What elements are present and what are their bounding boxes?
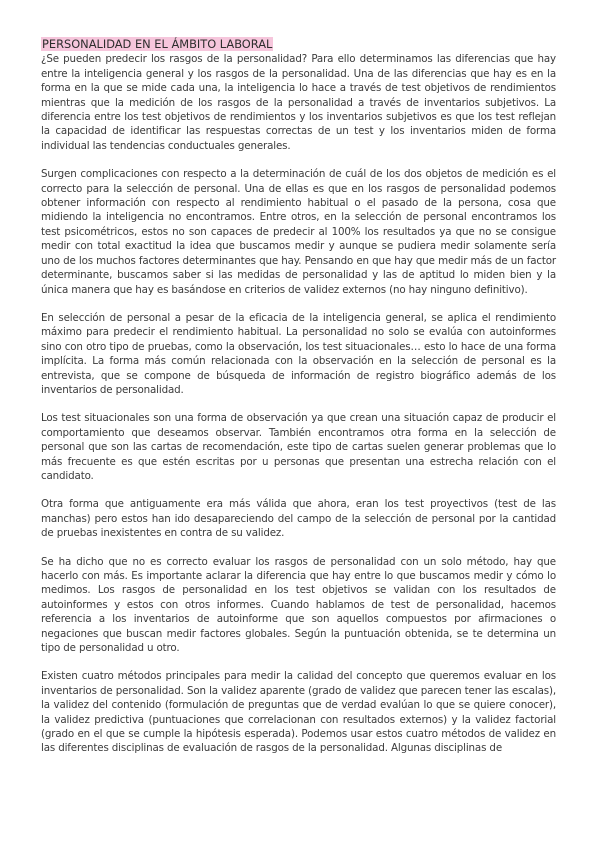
document-page	[41, 37, 556, 770]
paragraph-6: Se ha dicho que no es correcto evaluar los rasgos de personalidad con un solo método, hay que hacerlo con más. Es importante aclarar la diferencia que hay entre lo que buscamos medir y cómo lo medimos. Los rasgos de personalidad en los test objetivos se validan con los resultados de autoinformes y estos con otros informes. Cuando hablamos de test de personalidad, hacemos referencia a los inventarios de autoinforme que son aquellos compuestos por afirmaciones o negaciones que buscan medir factores globales. Según la puntuación obtenida, se te determina un tipo de personalidad u otro.	[41, 555, 556, 655]
paragraph-1: ¿Se pueden predecir los rasgos de la personalidad? Para ello determinamos las diferencias que hay entre la inteligencia general y los rasgos de la personalidad. Una de las diferencias que hay es en la forma en la que se mide cada una, la inteligencia lo hace a través de test objetivos de rendimientos mientras que la medición de los rasgos de la personalidad a través de inventarios subjetivos. La diferencia entre los test objetivos de rendimientos y los inventarios subjetivos es que los test reflejan la capacidad de identificar las respuestas correctas de un test y los inventarios miden de forma individual las tendencias conductuales generales.	[41, 53, 556, 152]
paragraph-5: Otra forma que antiguamente era más válida que ahora, eran los test proyectivos (test de las manchas) pero estos han ido desapareciendo del campo de la selección de personal por la cantidad de pruebas inexistentes en contra de su validez.	[41, 498, 556, 540]
paragraph-3: En selección de personal a pesar de la eficacia de la inteligencia general, se aplica el rendimiento máximo para predecir el rendimiento habitual. La personalidad no solo se evalúa con autoinformes sino con otro tipo de pruebas, como la observación, los test situacionales… esto lo hace de una forma implícita. La forma más común relacionada con la observación en la selección de personal es la entrevista, que se compone de búsqueda de información de registro biográfico además de los inventarios de personalidad.	[41, 311, 556, 396]
document-title: PERSONALIDAD EN EL ÁMBITO LABORAL	[42, 37, 273, 51]
paragraph-4: Los test situacionales son una forma de observación ya que crean una situación capaz de producir el comportamiento que deseamos observar. También encontramos otra forma en la selección de personal que son las cartas de recomendación, este tipo de cartas suelen generar problemas que lo más frecuente es que estén escritas por u personas que presentan una estrecha relación con el candidato.	[41, 412, 556, 482]
paragraph-2: Surgen complicaciones con respecto a la determinación de cuál de los dos objetos de medición es el correcto para la selección de personal. Una de ellas es que en los rasgos de personalidad podemos obtener información con respecto al rendimiento habitual o el pasado de la persona, cosa que midiendo la inteligencia no encontramos. Entre otros, en la selección de personal encontramos los test psicométricos, estos no son capaces de predecir al 100% los resultados ya que no se consigue medir con total exactitud la idea que buscamos medir y aunque se pudiera medir solamente sería uno de los muchos factores determinantes que hay. Pensando en que hay que medir más de un factor determinante, buscamos saber si las medidas de personalidad y las de aptitud lo miden bien y la única manera que hay es basándose en criterios de validez externos (no hay ninguno definitivo).	[41, 168, 556, 296]
paragraph-7: Existen cuatro métodos principales para medir la calidad del concepto que queremos evaluar en los inventarios de personalidad. Son la validez aparente (grado de validez que parecen tener las escalas), la validez del contenido (formulación de preguntas que de verdad evalúan lo que se quiere conocer), la validez predictiva (puntuaciones que correlacionan con resultados externos) y la validez factorial (grado en el que se cumple la hipótesis esperada). Podemos usar estos cuatro métodos de validez en las diferentes disciplinas de evaluación de rasgos de la personalidad. Algunas disciplinas de	[41, 670, 556, 755]
